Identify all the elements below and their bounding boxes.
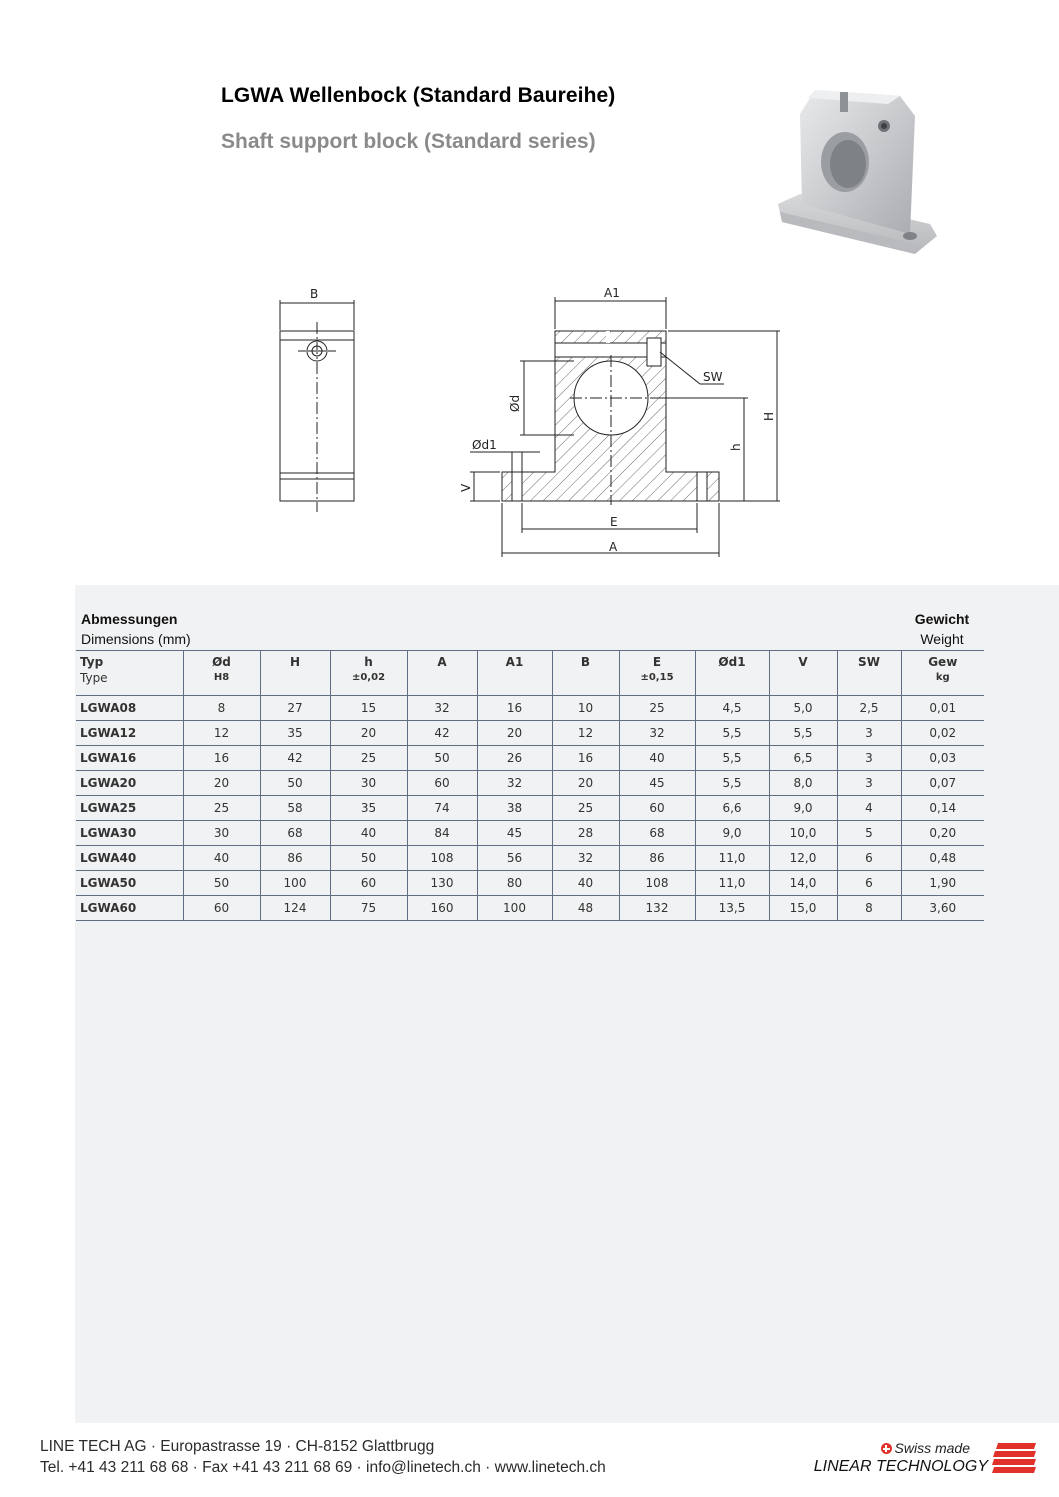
value-cell: 68 bbox=[260, 821, 330, 846]
value-cell: 20 bbox=[183, 771, 260, 796]
column-header-label: Gew bbox=[928, 655, 958, 669]
value-cell: 74 bbox=[407, 796, 477, 821]
value-cell: 11,0 bbox=[695, 871, 769, 896]
value-cell: 5,0 bbox=[769, 696, 837, 721]
value-cell: 5,5 bbox=[695, 771, 769, 796]
value-cell: 56 bbox=[477, 846, 552, 871]
value-cell: 1,90 bbox=[901, 871, 984, 896]
column-header-unit: ±0,02 bbox=[351, 672, 386, 683]
column-header-label: E bbox=[652, 655, 662, 669]
value-cell: 12 bbox=[552, 721, 619, 746]
value-cell: 80 bbox=[477, 871, 552, 896]
value-cell: 40 bbox=[552, 871, 619, 896]
product-photo bbox=[770, 84, 940, 264]
type-cell: LGWA60 bbox=[76, 896, 183, 921]
table-row bbox=[76, 696, 984, 721]
value-cell: 16 bbox=[183, 746, 260, 771]
value-cell: 50 bbox=[260, 771, 330, 796]
type-cell: LGWA50 bbox=[76, 871, 183, 896]
dim-label-h: h bbox=[729, 443, 743, 451]
value-cell: 45 bbox=[619, 771, 695, 796]
value-cell: 68 bbox=[619, 821, 695, 846]
value-cell: 40 bbox=[183, 846, 260, 871]
dim-label-v: V bbox=[459, 483, 473, 492]
value-cell: 0,01 bbox=[901, 696, 984, 721]
swiss-cross-icon bbox=[881, 1443, 892, 1454]
column-header-label: Ød bbox=[212, 655, 231, 669]
value-cell: 9,0 bbox=[769, 796, 837, 821]
value-cell: 42 bbox=[260, 746, 330, 771]
value-cell: 26 bbox=[477, 746, 552, 771]
column-header bbox=[477, 651, 552, 696]
value-cell: 60 bbox=[619, 796, 695, 821]
value-cell: 15 bbox=[330, 696, 407, 721]
value-cell: 16 bbox=[477, 696, 552, 721]
value-cell: 16 bbox=[552, 746, 619, 771]
value-cell: 9,0 bbox=[695, 821, 769, 846]
type-cell: LGWA25 bbox=[76, 796, 183, 821]
value-cell: 50 bbox=[183, 871, 260, 896]
value-cell: 3 bbox=[837, 771, 901, 796]
weight-title: Gewicht bbox=[914, 611, 970, 627]
dimensions-subtitle: Dimensions (mm) bbox=[81, 631, 191, 647]
dim-label-a: A bbox=[609, 540, 618, 554]
dim-label-d1: Ød1 bbox=[472, 438, 497, 452]
brand-name: LINEAR TECHNOLOGY bbox=[813, 1458, 988, 1475]
value-cell: 13,5 bbox=[695, 896, 769, 921]
value-cell: 8 bbox=[183, 696, 260, 721]
column-header-label: Ød1 bbox=[718, 655, 746, 669]
value-cell: 32 bbox=[477, 771, 552, 796]
column-header-label: Typ bbox=[80, 655, 104, 669]
column-header bbox=[769, 651, 837, 696]
column-header-label: B bbox=[580, 655, 591, 669]
table-row bbox=[76, 846, 984, 871]
table-row bbox=[76, 871, 984, 896]
column-header bbox=[552, 651, 619, 696]
value-cell: 3 bbox=[837, 721, 901, 746]
column-header-unit: H8 bbox=[213, 672, 230, 683]
value-cell: 50 bbox=[407, 746, 477, 771]
type-cell: LGWA20 bbox=[76, 771, 183, 796]
dimensions-title: Abmessungen bbox=[81, 611, 178, 627]
value-cell: 25 bbox=[183, 796, 260, 821]
value-cell: 30 bbox=[330, 771, 407, 796]
value-cell: 5,5 bbox=[769, 721, 837, 746]
value-cell: 60 bbox=[183, 896, 260, 921]
value-cell: 108 bbox=[619, 871, 695, 896]
value-cell: 40 bbox=[330, 821, 407, 846]
value-cell: 32 bbox=[619, 721, 695, 746]
value-cell: 20 bbox=[552, 771, 619, 796]
value-cell: 25 bbox=[619, 696, 695, 721]
table-row bbox=[76, 746, 984, 771]
dim-label-b: B bbox=[310, 287, 319, 301]
value-cell: 0,02 bbox=[901, 721, 984, 746]
value-cell: 27 bbox=[260, 696, 330, 721]
dim-label-a1: A1 bbox=[604, 286, 620, 300]
swiss-made-label bbox=[881, 1440, 970, 1456]
value-cell: 2,5 bbox=[837, 696, 901, 721]
value-cell: 6 bbox=[837, 871, 901, 896]
column-header-label: h bbox=[364, 655, 373, 669]
value-cell: 100 bbox=[477, 896, 552, 921]
column-header-label: H bbox=[289, 655, 301, 669]
value-cell: 14,0 bbox=[769, 871, 837, 896]
table-row bbox=[76, 821, 984, 846]
value-cell: 48 bbox=[552, 896, 619, 921]
value-cell: 86 bbox=[619, 846, 695, 871]
value-cell: 0,14 bbox=[901, 796, 984, 821]
value-cell: 8 bbox=[837, 896, 901, 921]
column-header bbox=[330, 651, 407, 696]
value-cell: 0,48 bbox=[901, 846, 984, 871]
column-header-unit: Type bbox=[80, 671, 108, 685]
swiss-made-text: Swiss made bbox=[894, 1440, 970, 1456]
value-cell: 8,0 bbox=[769, 771, 837, 796]
value-cell: 5,5 bbox=[695, 746, 769, 771]
value-cell: 5 bbox=[837, 821, 901, 846]
column-header bbox=[183, 651, 260, 696]
type-cell: LGWA40 bbox=[76, 846, 183, 871]
dim-label-e: E bbox=[610, 515, 618, 529]
column-header-label: SW bbox=[858, 655, 880, 669]
value-cell: 28 bbox=[552, 821, 619, 846]
value-cell: 160 bbox=[407, 896, 477, 921]
dim-label-H: H bbox=[762, 411, 776, 421]
value-cell: 4,5 bbox=[695, 696, 769, 721]
value-cell: 42 bbox=[407, 721, 477, 746]
column-header-unit: kg bbox=[935, 672, 950, 683]
value-cell: 75 bbox=[330, 896, 407, 921]
value-cell: 130 bbox=[407, 871, 477, 896]
value-cell: 100 bbox=[260, 871, 330, 896]
column-header bbox=[619, 651, 695, 696]
value-cell: 35 bbox=[330, 796, 407, 821]
type-cell: LGWA08 bbox=[76, 696, 183, 721]
value-cell: 10 bbox=[552, 696, 619, 721]
value-cell: 20 bbox=[477, 721, 552, 746]
value-cell: 0,07 bbox=[901, 771, 984, 796]
column-header bbox=[901, 651, 984, 696]
value-cell: 5,5 bbox=[695, 721, 769, 746]
value-cell: 12,0 bbox=[769, 846, 837, 871]
value-cell: 108 bbox=[407, 846, 477, 871]
table-row bbox=[76, 771, 984, 796]
value-cell: 86 bbox=[260, 846, 330, 871]
dim-label-sw: SW bbox=[703, 370, 723, 384]
value-cell: 12 bbox=[183, 721, 260, 746]
value-cell: 84 bbox=[407, 821, 477, 846]
table-row bbox=[76, 721, 984, 746]
value-cell: 4 bbox=[837, 796, 901, 821]
dimensions-table bbox=[76, 650, 984, 921]
value-cell: 45 bbox=[477, 821, 552, 846]
value-cell: 32 bbox=[407, 696, 477, 721]
value-cell: 6,6 bbox=[695, 796, 769, 821]
type-cell: LGWA12 bbox=[76, 721, 183, 746]
value-cell: 60 bbox=[407, 771, 477, 796]
value-cell: 3,60 bbox=[901, 896, 984, 921]
value-cell: 50 bbox=[330, 846, 407, 871]
value-cell: 6 bbox=[837, 846, 901, 871]
dim-label-d: Ød bbox=[508, 394, 522, 412]
column-header-unit: ±0,15 bbox=[640, 672, 674, 683]
dimensions-heading bbox=[81, 609, 191, 649]
value-cell: 32 bbox=[552, 846, 619, 871]
value-cell: 58 bbox=[260, 796, 330, 821]
column-header bbox=[76, 651, 183, 696]
type-cell: LGWA16 bbox=[76, 746, 183, 771]
value-cell: 25 bbox=[330, 746, 407, 771]
footer-contact bbox=[40, 1436, 606, 1478]
value-cell: 3 bbox=[837, 746, 901, 771]
table-header-row bbox=[76, 651, 984, 696]
value-cell: 30 bbox=[183, 821, 260, 846]
page-subtitle: Shaft support block (Standard series) bbox=[221, 130, 596, 153]
value-cell: 25 bbox=[552, 796, 619, 821]
page-title: LGWA Wellenbock (Standard Baureihe) bbox=[221, 84, 616, 107]
column-header-label: V bbox=[798, 655, 808, 669]
value-cell: 35 bbox=[260, 721, 330, 746]
value-cell: 132 bbox=[619, 896, 695, 921]
weight-heading bbox=[900, 609, 984, 649]
table-row bbox=[76, 896, 984, 921]
type-cell: LGWA30 bbox=[76, 821, 183, 846]
column-header bbox=[837, 651, 901, 696]
weight-subtitle: Weight bbox=[920, 631, 964, 647]
technical-drawing bbox=[260, 282, 790, 567]
brand-stripes-icon bbox=[992, 1443, 1036, 1473]
column-header-label: A bbox=[437, 655, 447, 669]
value-cell: 20 bbox=[330, 721, 407, 746]
value-cell: 124 bbox=[260, 896, 330, 921]
value-cell: 38 bbox=[477, 796, 552, 821]
value-cell: 0,20 bbox=[901, 821, 984, 846]
column-header bbox=[407, 651, 477, 696]
table-row bbox=[76, 796, 984, 821]
value-cell: 15,0 bbox=[769, 896, 837, 921]
brand-logo bbox=[790, 1440, 1040, 1480]
column-header bbox=[260, 651, 330, 696]
value-cell: 0,03 bbox=[901, 746, 984, 771]
value-cell: 40 bbox=[619, 746, 695, 771]
value-cell: 11,0 bbox=[695, 846, 769, 871]
value-cell: 6,5 bbox=[769, 746, 837, 771]
value-cell: 60 bbox=[330, 871, 407, 896]
column-header bbox=[695, 651, 769, 696]
column-header-label: A1 bbox=[505, 655, 524, 669]
value-cell: 10,0 bbox=[769, 821, 837, 846]
footer-phone-web: Tel. +41 43 211 68 68 · Fax +41 43 211 68 69 · info@linetech.ch · www.linetech.ch bbox=[40, 1459, 606, 1476]
footer-address: LINE TECH AG · Europastrasse 19 · CH-8152 Glattbrugg bbox=[40, 1438, 435, 1455]
